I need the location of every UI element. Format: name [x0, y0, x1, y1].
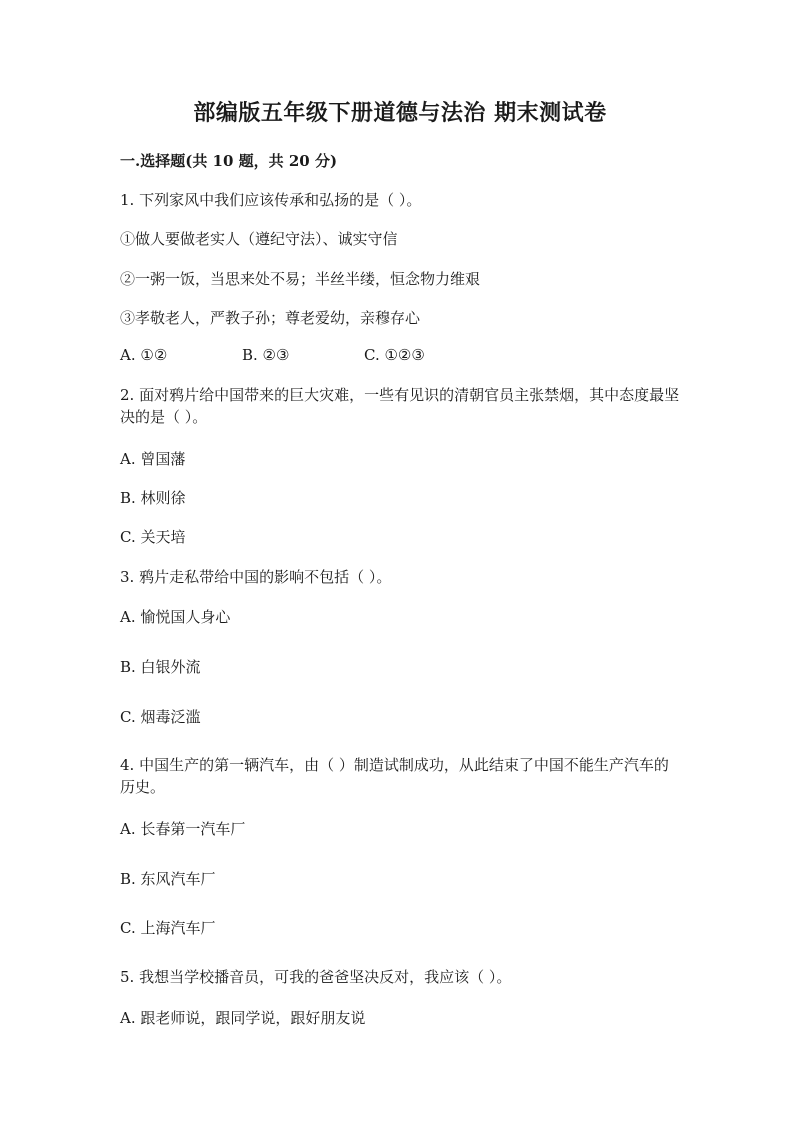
question-1-option-c: C. ①②③ [364, 346, 425, 364]
page-title: 部编版五年级下册道德与法治 期末测试卷 [193, 100, 607, 126]
question-3-option-a: A. 愉悦国人身心 [120, 608, 231, 626]
question-3-option-c: C. 烟毒泛滥 [120, 708, 201, 726]
question-2-option-b: B. 林则徐 [120, 489, 186, 507]
question-3-option-b: B. 白银外流 [120, 658, 201, 676]
question-4-option-c: C. 上海汽车厂 [120, 919, 216, 937]
question-1-option-b: B. ②③ [242, 346, 290, 364]
question-1-stem: 1. 下列家风中我们应该传承和弘扬的是（ ）。 [120, 191, 422, 209]
question-3-stem: 3. 鸦片走私带给中国的影响不包括（ ）。 [120, 568, 392, 586]
section-heading: 一.选择题(共 10 题，共 20 分) [120, 152, 338, 170]
question-5-option-a: A. 跟老师说，跟同学说，跟好朋友说 [120, 1009, 366, 1027]
question-2-stem: 2. 面对鸦片给中国带来的巨大灾难，一些有见识的清朝官员主张禁烟，其中态度最坚决的是（ ）。 [120, 386, 680, 426]
question-1-statement-2: ②一粥一饭，当思来处不易；半丝半缕，恒念物力维艰 [120, 270, 481, 288]
question-1-statement-3: ③孝敬老人，严教子孙；尊老爱幼，亲穆存心 [120, 309, 421, 327]
question-4-option-a: A. 长春第一汽车厂 [120, 820, 246, 838]
question-2-option-c: C. 关天培 [120, 528, 186, 546]
question-4-stem: 4. 中国生产的第一辆汽车，由（ ）制造试制成功，从此结束了中国不能生产汽车的历史。 [120, 756, 669, 796]
question-4-option-b: B. 东风汽车厂 [120, 870, 216, 888]
question-2-option-a: A. 曾国藩 [120, 450, 186, 468]
question-1-option-a: A. ①② [120, 346, 168, 364]
question-1-statement-1: ①做人要做老实人（遵纪守法）、诚实守信 [120, 230, 398, 248]
question-5-stem: 5. 我想当学校播音员，可我的爸爸坚决反对，我应该（ ）。 [120, 968, 512, 986]
